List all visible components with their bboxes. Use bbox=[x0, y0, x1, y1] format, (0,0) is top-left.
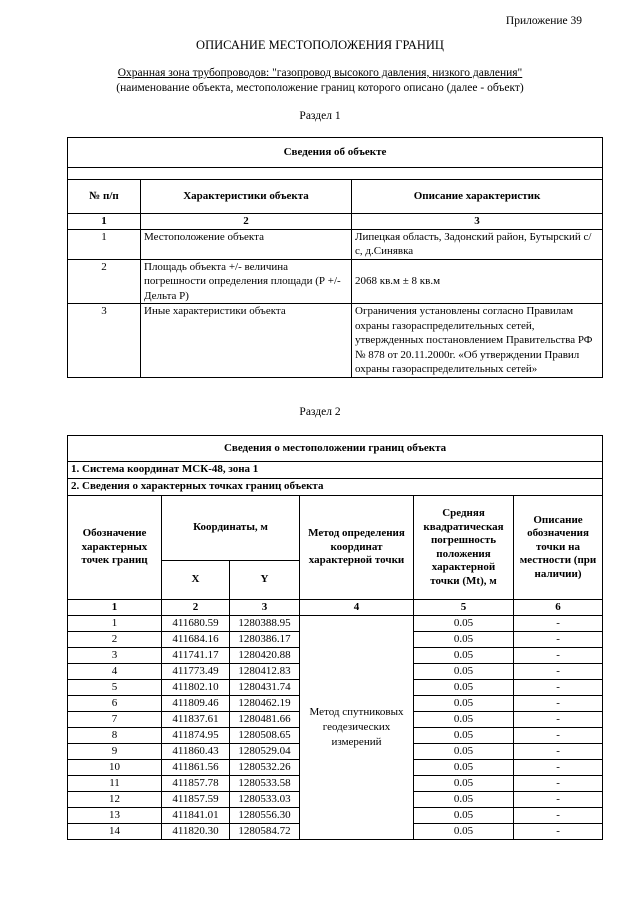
document-title: ОПИСАНИЕ МЕСТОПОЛОЖЕНИЯ ГРАНИЦ bbox=[196, 38, 444, 52]
point-y: 1280532.26 bbox=[230, 760, 300, 776]
row-characteristic: Иные характеристики объекта bbox=[141, 304, 352, 378]
point-x: 411857.59 bbox=[162, 792, 230, 808]
boundary-points-table bbox=[67, 435, 603, 840]
point-x: 411837.61 bbox=[162, 712, 230, 728]
table-row bbox=[68, 616, 603, 632]
header-designation: Обозначение характерных точек границ bbox=[68, 496, 162, 600]
point-description: - bbox=[514, 632, 603, 648]
section-1-label: Раздел 1 bbox=[299, 110, 341, 122]
point-description: - bbox=[514, 664, 603, 680]
point-y: 1280481.66 bbox=[230, 712, 300, 728]
index-cell: 2 bbox=[141, 214, 352, 230]
row-characteristic: Местоположение объекта bbox=[141, 229, 352, 259]
point-number: 9 bbox=[68, 744, 162, 760]
row-description: Ограничения установлены согласно Правилам охраны газораспределительных сетей, утвержденных постановлением Правительства РФ № 878 от 20.11.2000г. «Об утверждении Правил охраны газораспределительных сетей» bbox=[352, 304, 603, 378]
object-info-table bbox=[67, 137, 603, 378]
point-error: 0.05 bbox=[414, 648, 514, 664]
point-error: 0.05 bbox=[414, 616, 514, 632]
point-number: 4 bbox=[68, 664, 162, 680]
point-y: 1280508.65 bbox=[230, 728, 300, 744]
spacer-row bbox=[68, 168, 603, 180]
point-number: 1 bbox=[68, 616, 162, 632]
point-x: 411820.30 bbox=[162, 824, 230, 840]
point-number: 6 bbox=[68, 696, 162, 712]
point-number: 13 bbox=[68, 808, 162, 824]
point-error: 0.05 bbox=[414, 760, 514, 776]
point-description: - bbox=[514, 824, 603, 840]
point-x: 411809.46 bbox=[162, 696, 230, 712]
table-row bbox=[68, 304, 603, 378]
section-2-label: Раздел 2 bbox=[299, 406, 341, 418]
point-error: 0.05 bbox=[414, 792, 514, 808]
point-x: 411773.49 bbox=[162, 664, 230, 680]
row-num: 3 bbox=[68, 304, 141, 378]
index-cell: 4 bbox=[300, 600, 414, 616]
header-characteristic: Характеристики объекта bbox=[141, 180, 352, 214]
header-coordinates: Координаты, м bbox=[162, 496, 300, 561]
point-y: 1280529.04 bbox=[230, 744, 300, 760]
header-description: Описание характеристик bbox=[352, 180, 603, 214]
point-error: 0.05 bbox=[414, 632, 514, 648]
table-row bbox=[68, 259, 603, 304]
point-description: - bbox=[514, 712, 603, 728]
point-x: 411874.95 bbox=[162, 728, 230, 744]
point-x: 411841.01 bbox=[162, 808, 230, 824]
object-info-title: Сведения об объекте bbox=[68, 138, 603, 168]
coordinate-system: 1. Система координат МСК-48, зона 1 bbox=[68, 462, 603, 479]
point-x: 411684.16 bbox=[162, 632, 230, 648]
row-num: 2 bbox=[68, 259, 141, 304]
point-error: 0.05 bbox=[414, 680, 514, 696]
point-number: 5 bbox=[68, 680, 162, 696]
point-description: - bbox=[514, 808, 603, 824]
point-number: 8 bbox=[68, 728, 162, 744]
point-number: 11 bbox=[68, 776, 162, 792]
point-description: - bbox=[514, 696, 603, 712]
point-description: - bbox=[514, 744, 603, 760]
point-description: - bbox=[514, 616, 603, 632]
point-x: 411857.78 bbox=[162, 776, 230, 792]
point-error: 0.05 bbox=[414, 696, 514, 712]
row-num: 1 bbox=[68, 229, 141, 259]
object-block bbox=[0, 66, 640, 96]
table-row bbox=[68, 229, 603, 259]
header-y: Y bbox=[230, 561, 300, 600]
point-number: 10 bbox=[68, 760, 162, 776]
point-y: 1280412.83 bbox=[230, 664, 300, 680]
header-point-description: Описание обозначения точки на местности (при наличии) bbox=[514, 496, 603, 600]
index-cell: 1 bbox=[68, 600, 162, 616]
method-cell: Метод спутниковых геодезических измерений bbox=[300, 616, 414, 840]
point-number: 12 bbox=[68, 792, 162, 808]
point-number: 14 bbox=[68, 824, 162, 840]
header-num: № п/п bbox=[68, 180, 141, 214]
point-error: 0.05 bbox=[414, 808, 514, 824]
header-error: Средняя квадратическая погрешность положения характерной точки (Mt), м bbox=[414, 496, 514, 600]
point-x: 411860.43 bbox=[162, 744, 230, 760]
point-description: - bbox=[514, 648, 603, 664]
index-cell: 5 bbox=[414, 600, 514, 616]
point-y: 1280431.74 bbox=[230, 680, 300, 696]
point-number: 2 bbox=[68, 632, 162, 648]
point-y: 1280388.95 bbox=[230, 616, 300, 632]
point-error: 0.05 bbox=[414, 712, 514, 728]
point-description: - bbox=[514, 680, 603, 696]
point-y: 1280556.30 bbox=[230, 808, 300, 824]
point-number: 7 bbox=[68, 712, 162, 728]
point-y: 1280533.03 bbox=[230, 792, 300, 808]
header-method: Метод определения координат характерной точки bbox=[300, 496, 414, 600]
point-x: 411741.17 bbox=[162, 648, 230, 664]
index-cell: 1 bbox=[68, 214, 141, 230]
point-x: 411802.10 bbox=[162, 680, 230, 696]
index-cell: 2 bbox=[162, 600, 230, 616]
appendix-number: Приложение 39 bbox=[505, 15, 582, 27]
object-name: Охранная зона трубопроводов: "газопровод высокого давления, низкого давления" bbox=[117, 67, 523, 79]
point-y: 1280533.58 bbox=[230, 776, 300, 792]
point-description: - bbox=[514, 792, 603, 808]
point-description: - bbox=[514, 760, 603, 776]
point-y: 1280386.17 bbox=[230, 632, 300, 648]
object-note: (наименование объекта, местоположение границ которого описано (далее - объект) bbox=[116, 82, 524, 94]
row-description: 2068 кв.м ± 8 кв.м bbox=[352, 259, 603, 304]
point-error: 0.05 bbox=[414, 744, 514, 760]
index-cell: 3 bbox=[352, 214, 603, 230]
point-x: 411861.56 bbox=[162, 760, 230, 776]
point-error: 0.05 bbox=[414, 776, 514, 792]
point-number: 3 bbox=[68, 648, 162, 664]
point-y: 1280420.88 bbox=[230, 648, 300, 664]
point-y: 1280462.19 bbox=[230, 696, 300, 712]
points-section-title: 2. Сведения о характерных точках границ объекта bbox=[68, 479, 603, 496]
header-x: X bbox=[162, 561, 230, 600]
index-cell: 6 bbox=[514, 600, 603, 616]
point-error: 0.05 bbox=[414, 664, 514, 680]
point-description: - bbox=[514, 728, 603, 744]
boundary-table-title: Сведения о местоположении границ объекта bbox=[68, 436, 603, 462]
point-y: 1280584.72 bbox=[230, 824, 300, 840]
index-cell: 3 bbox=[230, 600, 300, 616]
point-error: 0.05 bbox=[414, 824, 514, 840]
point-error: 0.05 bbox=[414, 728, 514, 744]
point-description: - bbox=[514, 776, 603, 792]
point-x: 411680.59 bbox=[162, 616, 230, 632]
row-description: Липецкая область, Задонский район, Бутырский с/с, д.Синявка bbox=[352, 229, 603, 259]
row-characteristic: Площадь объекта +/- величина погрешности определения площади (Р +/- Дельта Р) bbox=[141, 259, 352, 304]
